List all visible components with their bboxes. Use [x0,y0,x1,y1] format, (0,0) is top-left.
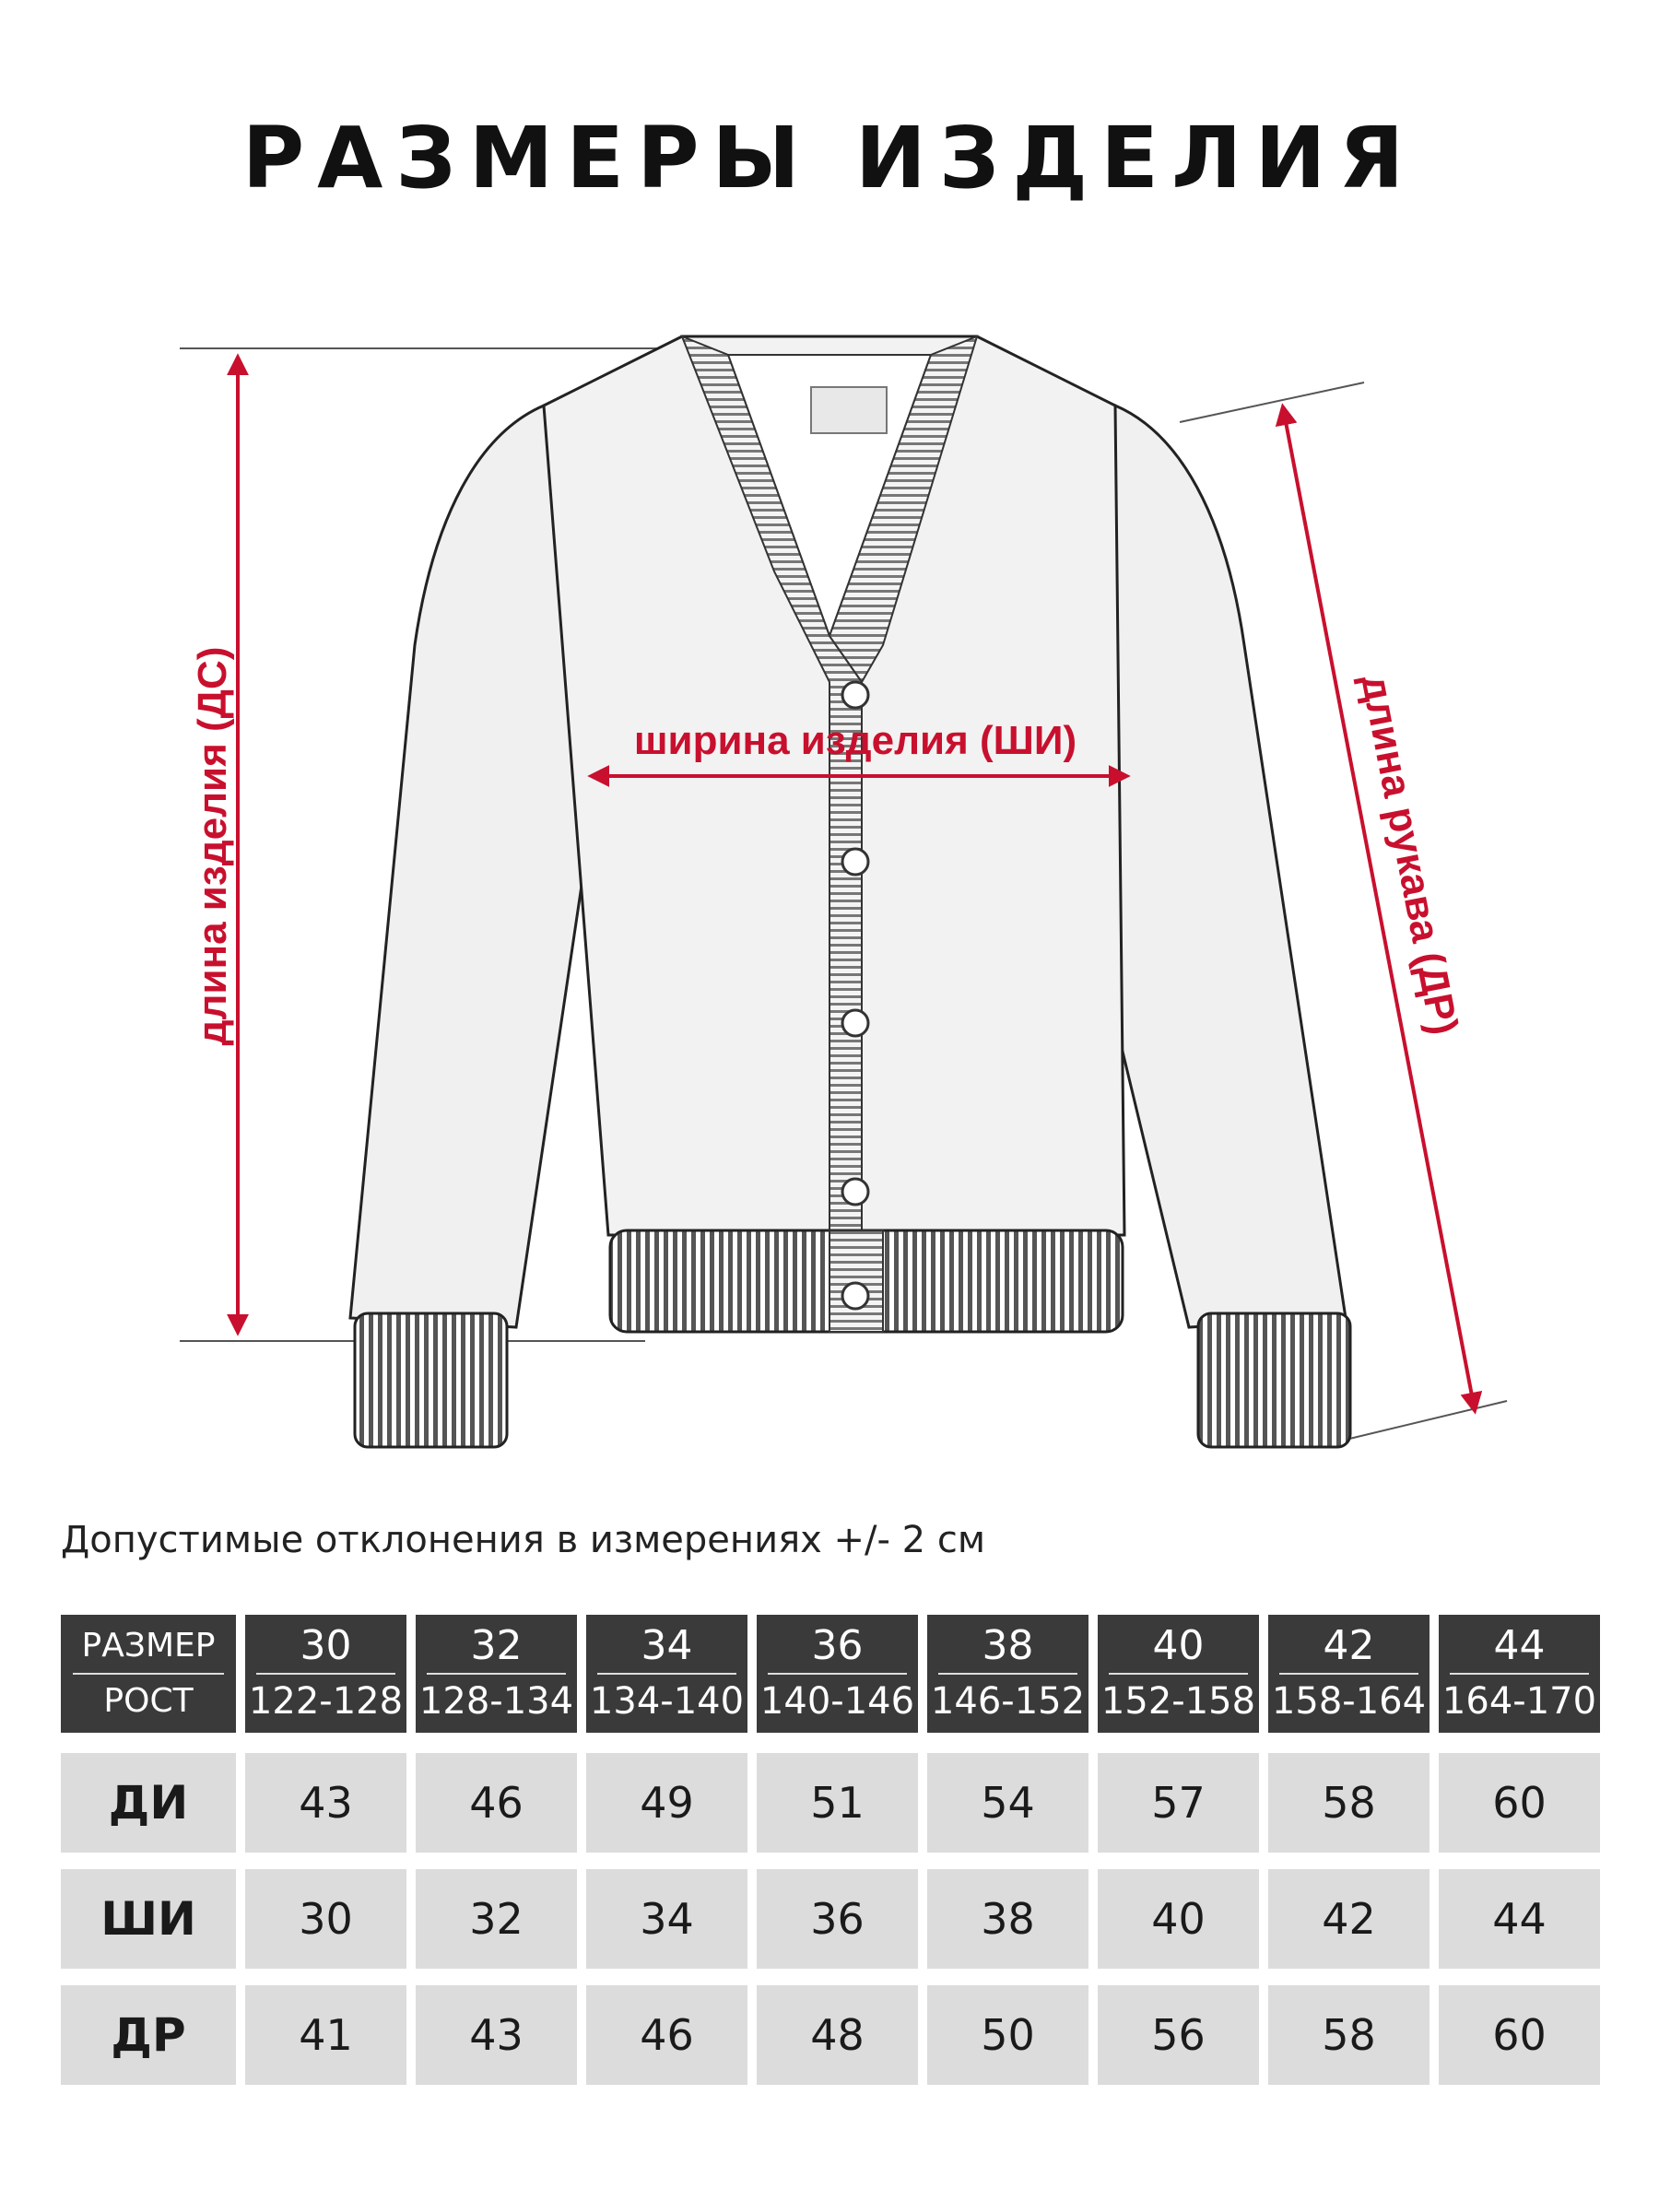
row-label: ДР [111,2008,186,2062]
left-cuff [355,1313,507,1447]
header-divider [1450,1673,1589,1675]
cell-value: 34 [640,1894,694,1944]
shoulder-reference-line [1180,382,1364,422]
table-cell [1439,1869,1600,1969]
table-cell [416,1753,577,1853]
size-header-cell [757,1615,918,1733]
row-label: ДИ [108,1776,189,1830]
table-cell [245,1985,406,2085]
height-range: 164-170 [1441,1680,1597,1723]
cell-value: 49 [640,1778,694,1828]
height-header-label: РОСТ [103,1682,194,1720]
cell-value: 48 [810,2010,865,2060]
cell-value: 38 [981,1894,1035,1944]
table-cell [1098,1869,1259,1969]
header-divider [938,1673,1077,1675]
button [842,1283,868,1309]
row-label: ШИ [100,1892,196,1946]
table-cell [586,1753,747,1853]
header-divider [597,1673,736,1675]
size-header-cell [586,1615,747,1733]
size-value: 40 [1152,1622,1205,1669]
cell-value: 43 [469,2010,524,2060]
table-cell [927,1985,1088,2085]
height-range: 122-128 [248,1680,404,1723]
table-cell [1439,1985,1600,2085]
button [842,1010,868,1036]
table-cell [1268,1869,1430,1969]
neck-label [811,387,887,433]
size-header-cell [416,1615,577,1733]
size-header-cell [927,1615,1088,1733]
table-cell [586,1985,747,2085]
cell-value: 30 [299,1894,353,1944]
table-cell [1098,1985,1259,2085]
cell-value: 46 [640,2010,694,2060]
tolerance-note: Допустимые отклонения в измерениях +/- 2 см [61,1519,985,1561]
cell-value: 58 [1322,1778,1376,1828]
size-header-label: РАЗМЕР [81,1627,216,1665]
table-cell [586,1869,747,1969]
cell-value: 58 [1322,2010,1376,2060]
button [842,849,868,875]
cuff-reference-line [1346,1401,1507,1440]
sleeve-label: длина рукава (ДР) [1352,670,1467,1039]
height-range: 146-152 [930,1680,1086,1723]
cell-value: 50 [981,2010,1035,2060]
table-cell [927,1869,1088,1969]
size-value: 42 [1323,1622,1375,1669]
header-divider [1279,1673,1418,1675]
table-row-label-cell [61,1753,236,1853]
table-cell [757,1869,918,1969]
cell-value: 40 [1151,1894,1206,1944]
cell-value: 54 [981,1778,1035,1828]
header-divider [768,1673,907,1675]
button [842,1179,868,1205]
table-cell [1439,1753,1600,1853]
cell-value: 36 [810,1894,865,1944]
table-row-label-cell [61,1985,236,2085]
cell-value: 44 [1492,1894,1547,1944]
header-divider [1109,1673,1248,1675]
cell-value: 42 [1322,1894,1376,1944]
cell-value: 51 [810,1778,865,1828]
table-cell [416,1985,577,2085]
table-cell [927,1753,1088,1853]
height-range: 152-158 [1100,1680,1256,1723]
page-title: РАЗМЕРЫ ИЗДЕЛИЯ [241,109,1418,207]
size-value: 34 [641,1622,693,1669]
size-header-cell [1098,1615,1259,1733]
right-cuff [1198,1313,1350,1447]
cell-value: 60 [1492,1778,1547,1828]
table-cell [245,1869,406,1969]
table-cell [757,1753,918,1853]
size-header-cell [1268,1615,1430,1733]
cell-value: 60 [1492,2010,1547,2060]
table-cell [416,1869,577,1969]
cell-value: 32 [469,1894,524,1944]
header-divider [256,1673,395,1675]
height-range: 140-146 [759,1680,915,1723]
table-cell [1268,1753,1430,1853]
cell-value: 57 [1151,1778,1206,1828]
size-value: 38 [982,1622,1034,1669]
table-cell [245,1753,406,1853]
size-value: 32 [470,1622,523,1669]
cell-value: 56 [1151,2010,1206,2060]
button [842,682,868,708]
table-cell [757,1985,918,2085]
size-header-cell [1439,1615,1600,1733]
cell-value: 43 [299,1778,353,1828]
table-cell [1098,1753,1259,1853]
height-range: 158-164 [1271,1680,1427,1723]
size-value: 44 [1493,1622,1546,1669]
header-label-cell [61,1615,236,1733]
table-row-label-cell [61,1869,236,1969]
size-header-cell [245,1615,406,1733]
header-divider [73,1673,223,1675]
length-label: длина изделия (ДС) [190,646,235,1046]
height-range: 134-140 [589,1680,745,1723]
cell-value: 41 [299,2010,353,2060]
table-cell [1268,1985,1430,2085]
cell-value: 46 [469,1778,524,1828]
size-value: 30 [300,1622,352,1669]
height-range: 128-134 [418,1680,574,1723]
width-label: ширина изделия (ШИ) [633,718,1077,763]
header-divider [427,1673,566,1675]
size-value: 36 [811,1622,864,1669]
